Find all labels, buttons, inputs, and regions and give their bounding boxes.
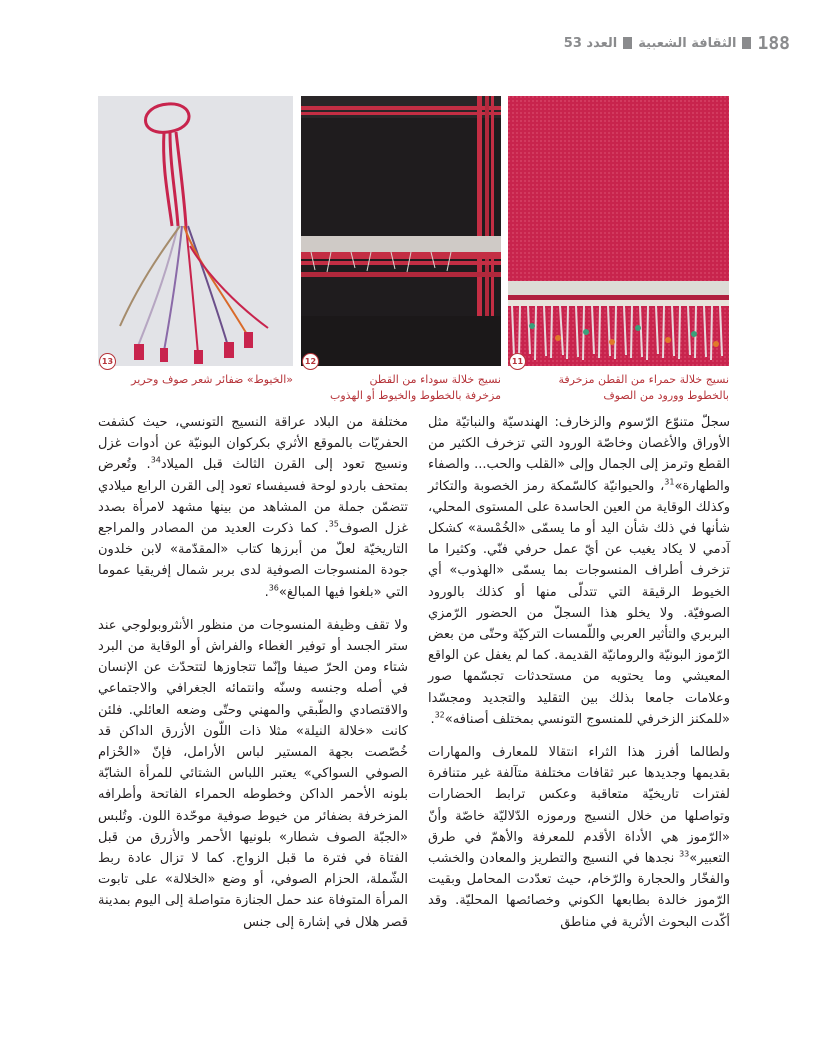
paragraph-text: مختلفة من البلاد عراقة النسيج التونسي، حيث كشفت الحفريّات بالموقع الأثري بكركوان البونيّة عن أدوات غزل ونسيج تعود إلى القرن الثالث قبل الميلاد bbox=[98, 415, 408, 473]
paragraph bbox=[98, 412, 408, 603]
caption-line: نسيج خلالة سوداء من القطن bbox=[369, 373, 501, 386]
caption-line: بالخطوط وورود من الصوف bbox=[603, 389, 729, 402]
figure-caption-13 bbox=[98, 372, 293, 388]
caption-line: مزخرفة بالخطوط والخيوط أو الهذوب bbox=[330, 389, 501, 402]
paragraph-text: . كما ذكرت العديد من المصادر والمراجع التاريخيّة لعلّ من أبرزها كتاب «المقدّمة» لابن خلدون جودة المنسوجات الصوفية لدى بربر شمال إفريقيا عموما التي «بلغوا فيها المبالغ» bbox=[98, 521, 408, 600]
footnote-ref: 36 bbox=[268, 583, 279, 593]
header-separator bbox=[623, 37, 632, 49]
photo-red-cloth bbox=[508, 96, 729, 366]
page-number: 188 bbox=[757, 32, 790, 54]
paragraph-text: سجلّ متنوّع الرّسوم والزخارف: الهندسيّة والنباتيّة مثل الأوراق والأغصان وخاصّة الورود التي تزخرف الكثير من القطع وترمز إلى الجمال وإلى «القلب والحب... والصفاء والطهارة» bbox=[428, 415, 730, 494]
text-column-right bbox=[428, 412, 730, 943]
caption-line: «الخيوط» ضفائر شعر صوف وحرير bbox=[131, 373, 293, 386]
footnote-ref: 35 bbox=[328, 519, 339, 529]
figure-number-12: 12 bbox=[302, 353, 319, 370]
footnote-ref: 34 bbox=[150, 456, 161, 466]
paragraph-text: ولطالما أفرز هذا الثراء انتقالا للمعارف والمهارات بقديمها وجديدها عبر ثقافات مختلفة متآلفة غير متنافرة لفترات تاريخيّة متعاقبة وعكس ترابط الحضارات وتواصلها من خلال النسيج ورموزه الدّلاليّة خاصّة وأنّ «الرّموز هي الأداة الأقدم للمعرفة والأهمّ في طرق التعبير» bbox=[428, 745, 730, 867]
paragraph bbox=[428, 742, 730, 933]
figure-number-11: 11 bbox=[509, 353, 526, 370]
paragraph-text: . bbox=[430, 711, 435, 727]
magazine-title: الثقافة الشعبية bbox=[638, 35, 737, 51]
text-column-left bbox=[98, 412, 408, 943]
paragraph-text: ، والحيوانيّة كالسّمكة رمز الخصوبة والتكاثر وكذلك الوقاية من العين الحاسدة على المستوى المحلي، شأنها في ذلك شأن اليد أو ما يسمّى «الخُمْسة» كشكل آدمي لا يكاد يغيب عن أيّ عمل حرفي فنّي. وكثيرا ما تزخرف أطراف المنسوجات بما يسمّى «الهذوب» أي الخيوط الرقيقة التي تتدلّى منها أو كذلك بالورود الصوفيّة. ولا يخلو هذا السجلّ من الحضور الرّمزي البربري والتأثير العربي واللّمسات التركيّة وحتّى من بعض الرّموز البونيّة والرومانيّة القديمة. كما لم يغفل عن الواقع المعيشي وما يحتويه من مستحدثات تجسّمها صور وعلامات جامعا بذلك بين التقليد والتجديد ومجسّدا «للمكنز الزخرفي للمنسوج التونسي بمختلف أصنافه» bbox=[428, 478, 730, 727]
figure-number-13: 13 bbox=[99, 353, 116, 370]
paragraph-text: . وتُعرض بمتحف باردو لوحة فسيفساء تعود إلى القرن الرابع ميلادي تتضمّن جملة من المشاهد من بينها مشهد لامرأة بصدد غزل الصوف bbox=[98, 457, 408, 537]
footnote-ref: 33 bbox=[679, 849, 690, 859]
header-marker bbox=[742, 37, 751, 49]
paragraph-text: . bbox=[264, 584, 269, 600]
footnote-ref: 32 bbox=[434, 710, 445, 720]
photo-braided-threads bbox=[98, 96, 293, 366]
footnote-ref: 31 bbox=[664, 477, 675, 487]
figure-caption-11 bbox=[508, 372, 729, 404]
issue-number: العدد 53 bbox=[563, 35, 618, 51]
paragraph-text: ولا تقف وظيفة المنسوجات من منظور الأنثروبولوجي عند ستر الجسد أو توفير الغطاء والفراش أو الوقاية من البرد شتاء ومن الحرّ صيفا وإنّما تتجاوزها لتتحدّث عن الإنسان في أصله وجنسه وسنّه وانتمائه الجغرافي والاجتماعي والاقتصادي والطّبقي والمهني وحتّى وضعه العائلي. فلئن كانت «خلالة النيلة» مثلا ذات اللّون الأزرق الداكن قد خُصّصت بجهة المستير لباس الأرامل، فإنّ «الحْزام الصوفي السواكي» يعتبر اللباس الشتائي للمرأة الشابّة بلونه الأحمر الداكن وخطوطه الحمراء الفاتحة وأطرافه المزخرفة بضفائر من خيوط صوفية موحّدة اللون. وتُلبس «الجبّة الصوف شطار» بلونيها الأحمر والأزرق من قبل الفتاة في فترة ما قبل الزواج. كما لا تزال عادة ربط الشّملة، الحزام الصوفي، أو وضع «الخلالة» على تابوت المرأة المتوفاة عند حمل الجنازة متواصلة إلى اليوم بمدينة قصر هلال في إشارة إلى جنس bbox=[98, 617, 408, 930]
caption-line: نسيج خلالة حمراء من القطن مزخرفة bbox=[558, 373, 729, 386]
paragraph bbox=[428, 412, 730, 730]
figure-caption-12 bbox=[301, 372, 501, 404]
paragraph-text: نجدها في النسيج والتطريز والمعادن والخشب والفخّار والحجارة والرّخام، حيث تعدّدت المحامل وبقيت الرّموز خالدة بطابعها الكوني وخصائصها المحليّة. وقد أكّدت البحوث الأثرية في مناطق bbox=[428, 851, 730, 930]
running-header bbox=[560, 30, 790, 56]
paragraph bbox=[98, 615, 408, 933]
photo-black-cloth bbox=[301, 96, 501, 366]
